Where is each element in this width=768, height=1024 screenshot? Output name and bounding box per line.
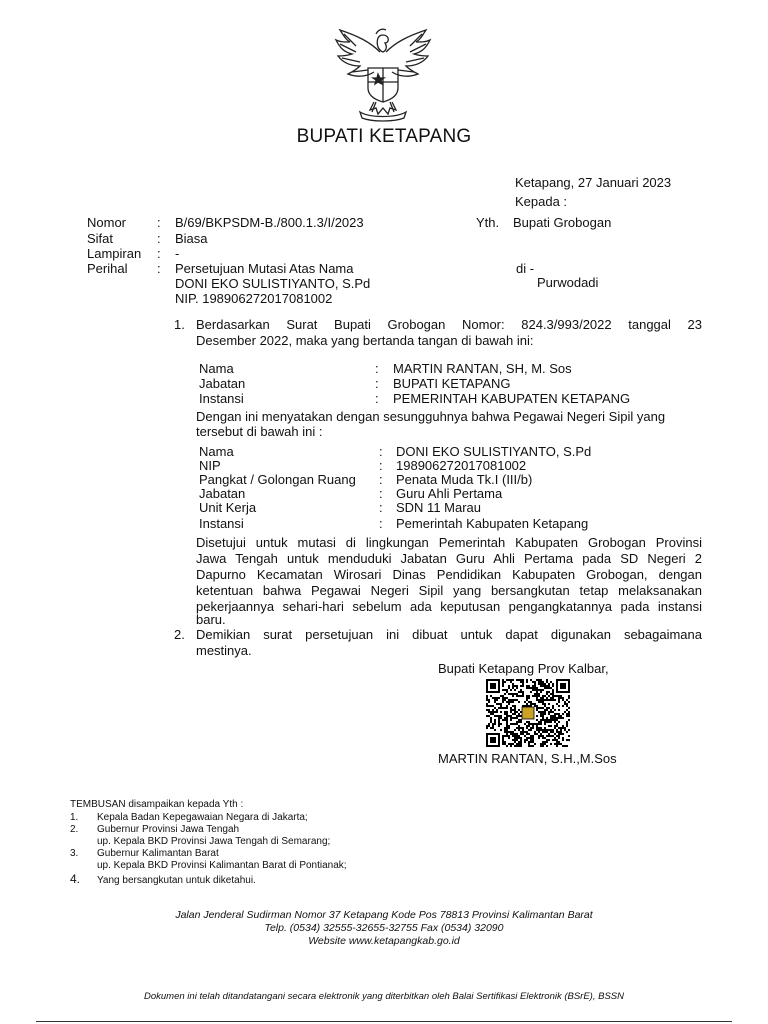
cc-item: Yang bersangkutan untuk diketahui. [97,875,256,886]
cc-item-sub: up. Kepala BKD Provinsi Jawa Tengah di Semarang; [97,836,331,847]
signer-sep: : [375,391,379,406]
meta-label: Lampiran [87,246,142,261]
paragraph-number: 1. [174,317,185,332]
place-date: Ketapang, 27 Januari 2023 [515,175,672,190]
approval-line: baru. [196,612,226,627]
employee-sep: : [379,458,383,473]
employee-value: Pemerintah Kabupaten Ketapang [396,516,589,531]
meta-sep: : [157,215,161,230]
bsre-note: Dokumen ini telah ditandatangani secara elektronik yang diterbitkan oleh Balai Sertifikasi Elektronik (BSrE), BSSN [144,991,624,1002]
employee-label: NIP [199,458,221,473]
signature-title: Bupati Ketapang Prov Kalbar, [438,661,609,676]
employee-label: Nama [199,444,234,459]
employee-value: DONI EKO SULISTIYANTO, S.Pd [396,444,592,459]
cc-heading: TEMBUSAN disampaikan kepada Yth : [70,799,244,810]
employee-label: Instansi [199,516,244,531]
cc-item: Gubernur Provinsi Jawa Tengah [97,824,240,835]
approval-line: Dapurno Kecamatan Wirosari Dinas Pendidikan Kabupaten Grobogan, dengan [196,567,702,582]
approval-line: Jawa Tengah untuk menduduki Jabatan Guru Ahli Pertama pada SD Negeri 2 [196,551,702,566]
employee-label: Unit Kerja [199,500,257,515]
signer-label: Instansi [199,391,244,406]
signer-label: Nama [199,361,234,376]
signer-value: PEMERINTAH KABUPATEN KETAPANG [393,391,631,406]
employee-value: 198906272017081002 [396,458,527,473]
meta-value: Persetujuan Mutasi Atas Nama [175,261,354,276]
employee-sep: : [379,500,383,515]
employee-value: Guru Ahli Pertama [396,486,503,501]
employee-sep: : [379,516,383,531]
qr-code-icon [486,679,570,747]
employee-label: Jabatan [199,486,246,501]
paragraph-1-line1: Berdasarkan Surat Bupati Grobogan Nomor: 824.3/993/2022 tanggal 23 [196,317,702,332]
garuda-emblem-icon [330,22,436,122]
meta-sep: : [157,231,161,246]
signer-value: BUPATI KETAPANG [393,376,511,391]
meta-label: Perihal [87,261,128,276]
footer-website: Website www.ketapangkab.go.id [308,935,460,947]
employee-sep: : [379,472,383,487]
cc-number: 1. [70,812,79,823]
footer-address: Jalan Jenderal Sudirman Nomor 37 Ketapang Kode Pos 78813 Provinsi Kalimantan Barat [175,909,593,921]
meta-label: Nomor [87,215,127,230]
paragraph-1-line2: Desember 2022, maka yang bertanda tangan di bawah ini: [196,333,534,348]
cc-item-sub: up. Kepala BKD Provinsi Kalimantan Barat di Pontianak; [97,860,347,871]
approval-line: pekerjaannya sehari-hari sebelum ada keputusan pengangkatannya pada instansi [196,599,702,614]
signer-value: MARTIN RANTAN, SH, M. Sos [393,361,572,376]
recipient-name: Bupati Grobogan [513,215,612,230]
approval-line: ketentuan bahwa Pegawai Negeri Sipil yang bersangkutan tetap melaksanakan [196,583,702,598]
signer-label: Jabatan [199,376,246,391]
signer-sep: : [375,361,379,376]
employee-label: Pangkat / Golongan Ruang [199,472,356,487]
cc-item: Kepala Badan Kepegawaian Negara di Jakarta; [97,812,308,823]
cc-number: 2. [70,824,79,835]
meta-value: - [175,246,180,261]
cc-item: Gubernur Kalimantan Barat [97,848,219,859]
employee-value: SDN 11 Marau [396,500,482,515]
footer-phone: Telp. (0534) 32555-32655-32755 Fax (0534) 32090 [264,922,504,934]
kepada-label: Kepada : [515,194,568,209]
paragraph-2-line1: Demikian surat persetujuan ini dibuat untuk dapat digunakan sebagaimana [196,627,702,642]
employee-sep: : [379,486,383,501]
perihal-name: DONI EKO SULISTIYANTO, S.Pd [175,276,371,291]
meta-sep: : [157,261,161,276]
bottom-divider [36,1021,732,1022]
recipient-city: Purwodadi [537,275,599,290]
approval-line: Disetujui untuk mutasi di lingkungan Pemerintah Kabupaten Grobogan Provinsi [196,535,702,550]
paragraph-2-line2: mestinya. [196,643,252,658]
page-title: BUPATI KETAPANG [296,126,472,147]
declaration-line1: Dengan ini menyatakan dengan sesungguhnya bahwa Pegawai Negeri Sipil yang [196,409,666,424]
meta-value: B/69/BKPSDM-B./800.1.3/I/2023 [175,215,364,230]
meta-value: Biasa [175,231,208,246]
cc-number: 4. [70,872,81,886]
signer-sep: : [375,376,379,391]
cc-number: 3. [70,848,79,859]
declaration-line2: tersebut di bawah ini : [196,424,323,439]
yth-label: Yth. [476,215,500,230]
perihal-nip: NIP. 198906272017081002 [175,291,333,306]
meta-sep: : [157,246,161,261]
recipient-di: di - [516,261,535,276]
meta-label: Sifat [87,231,114,246]
signature-name: MARTIN RANTAN, S.H.,M.Sos [438,751,617,766]
employee-sep: : [379,444,383,459]
employee-value: Penata Muda Tk.I (III/b) [396,472,533,487]
paragraph-number: 2. [174,627,185,642]
